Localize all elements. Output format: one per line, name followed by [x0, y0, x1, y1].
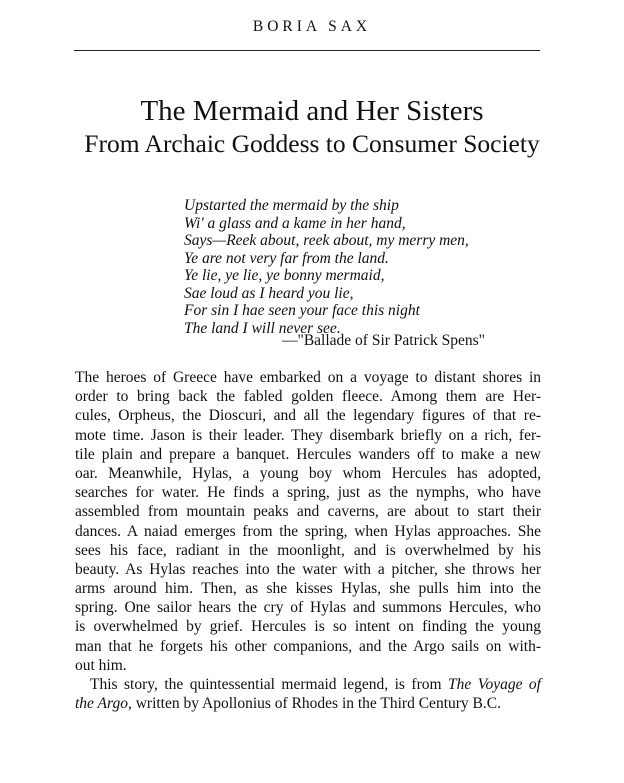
text-span: This story, the quintessential mermaid legend, is from — [90, 676, 448, 693]
text-line: oar. Meanwhile, Hylas, a young boy whom Hercules has adopted, — [75, 464, 541, 482]
epigraph-line: Sae loud as I heard you lie, — [184, 284, 354, 302]
paragraph-2 — [75, 675, 541, 713]
running-head: BORIA SAX — [252, 18, 372, 35]
text-line — [75, 694, 541, 713]
book-title: The Voyage of — [448, 676, 541, 693]
text-line: man that he forgets his other companions, and the Argo sails on with- — [75, 637, 541, 655]
epigraph-attribution: —"Ballade of Sir Patrick Spens" — [282, 332, 485, 349]
epigraph-line: Upstarted the mermaid by the ship — [184, 197, 399, 214]
epigraph-line: Ye lie, ye lie, ye bonny mermaid, — [184, 267, 385, 284]
text-line: The heroes of Greece have embarked on a voyage to distant shores in — [75, 369, 541, 386]
epigraph-line: The land I will never see. — [184, 319, 341, 337]
body-text — [75, 368, 541, 713]
text-line: order to bring back the fabled golden fleece. Among them are Her- — [75, 388, 541, 406]
article-title: The Mermaid and Her Sisters — [140, 95, 484, 127]
text-line — [75, 675, 541, 694]
text-line: cules, Orpheus, the Dioscuri, and all the legendary figures of that re- — [75, 407, 541, 425]
epigraph-line: Wi' a glass and a kame in her hand, — [184, 214, 406, 232]
text-line: assembled from mountain peaks and caverns, are about to start their — [75, 503, 541, 521]
text-line: tile plain and prepare a banquet. Hercules wanders off to make a new — [75, 445, 541, 463]
book-title: the Argo — [75, 695, 128, 713]
text-line: is overwhelmed by grief. Hercules is so intent on finding the young — [75, 618, 541, 636]
text-line: beauty. As Hylas reaches into the water with a pitcher, she throws her — [75, 560, 541, 578]
epigraph-line: Says—Reek about, reek about, my merry men, — [184, 232, 469, 249]
article-subtitle: From Archaic Goddess to Consumer Society — [84, 129, 540, 158]
text-line: sees his face, radiant in the moonlight, and is overwhelmed by his — [75, 541, 541, 559]
header-rule — [74, 50, 540, 51]
epigraph-line: Ye are not very far from the land. — [184, 249, 389, 267]
text-line: dances. A naiad emerges from the spring, when Hylas approaches. She — [75, 522, 541, 540]
epigraph — [184, 197, 504, 349]
text-line: out him. — [75, 656, 127, 674]
paragraph-1 — [75, 368, 541, 675]
text-span: , written by Apollonius of Rhodes in the Third Century B.C. — [127, 695, 501, 713]
text-line: searches for water. He finds a spring, just as the nymphs, who have — [75, 484, 541, 502]
text-line: spring. One sailor hears the cry of Hylas and summons Hercules, who — [75, 599, 541, 617]
epigraph-line: For sin I hae seen your face this night — [184, 302, 420, 319]
text-line: mote time. Jason is their leader. They disembark briefly on a rich, fer- — [75, 426, 541, 444]
text-line: arms around him. Then, as she kisses Hylas, she pulls him into the — [75, 580, 541, 598]
